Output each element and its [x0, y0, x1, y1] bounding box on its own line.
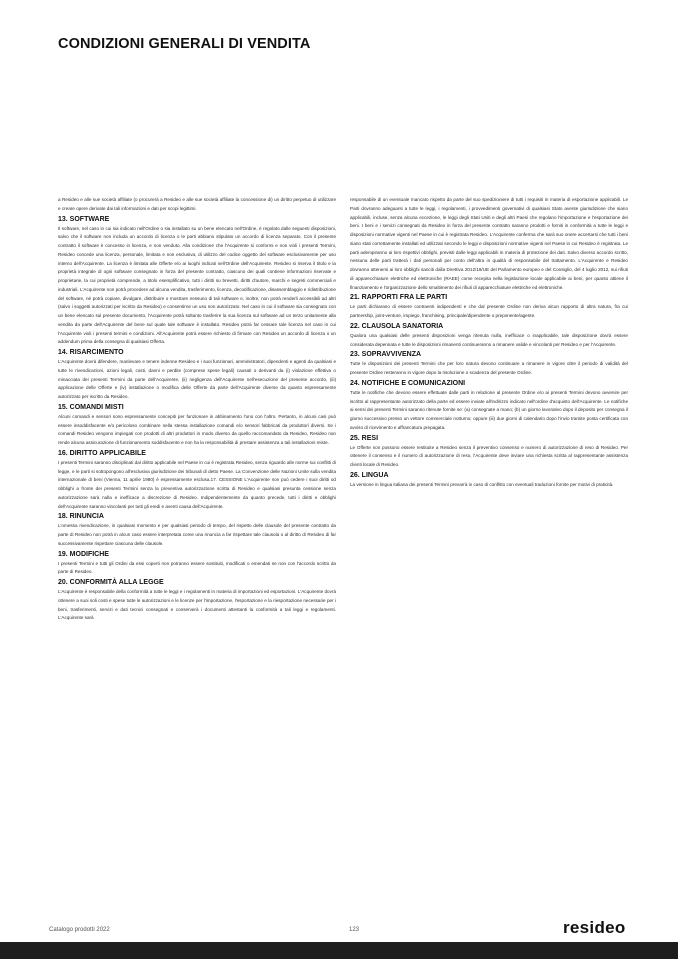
section-heading: 24. NOTIFICHE E COMUNICAZIONI	[350, 379, 466, 387]
section-paragraph: L'Acquirente dovrà difendere, manlevare e tenere indenne Resideo e i suoi funzionari, amministratori, dipendenti e agenti da qualsiasi e tutte le rivendicazioni, azioni legali, costi, danni e perdite (comprese spese legali) causati o derivanti da (i) violazione effettiva o minacciata dei presenti Termini da parte dell'Acquirente, (ii) negligenza dell'Acquirente nell'esecuzione del presente accordo, (iii) applicazione delle Offerte e (iv) installazione o modifica delle Offerte da parte dell'Acquirente diverse da quanto espressamente autorizzato per iscritto da Resideo.	[58, 359, 336, 399]
section-paragraph: Tutte le disposizioni dei presenti Termini che per loro natura devono continuare a rimanere in vigore oltre il periodo di validità del presente Ordine resteranno in vigore dopo la risoluzione o scadenza del presente Ordine.	[350, 361, 628, 375]
terms-column-left	[58, 196, 336, 623]
page-title: CONDIZIONI GENERALI DI VENDITA	[58, 36, 311, 52]
section-paragraph: I presenti Termini e tutti gli Ordini da essi coperti non potranno essere sostituiti, modificati o emendati se non con l'accordo scritto da parte di Resideo.	[58, 560, 336, 575]
section-heading: 26. LINGUA	[350, 471, 389, 479]
section-paragraph: La versione in lingua italiana dei presenti Termini prevarrà in caso di conflitto con eventuali traduzioni fornite per motivi di praticità.	[350, 481, 614, 487]
section-paragraph: L'omessa rivendicazione, in qualsiasi momento e per qualsiasi periodo di tempo, del rispetto delle clausole del presente contratto da parte di Resideo non potrà in alcun caso essere interpretata come una rinuncia a far rispettare tale clausola o al diritto di Resideo di far successivamente rispettare ciascuna delle clausole.	[58, 523, 336, 546]
catalog-label: Catalogo prodotti 2022	[49, 927, 110, 933]
section-heading: 20. CONFORMITÀ ALLA LEGGE	[58, 579, 164, 586]
section-heading: 22. CLAUSOLA SANATORIA	[350, 322, 444, 330]
section-paragraph: a Resideo e alle sue società affiliate (o procurerà a Resideo e alle sue società affiliate la concessione di) un diritto perpetuo di utilizzare e creare opere derivate dai tali informazioni e dati per scopi legittimi.	[58, 197, 336, 211]
section-paragraph: responsabile di un eventuale mancato rispetto da parte del suo spedizioniere di tutti i requisiti in materia di esportazione applicabili. Le Parti dovranno adeguarsi a tutte le leggi, i regolamenti, i provvedimenti governativi di qualsiasi Stato avente giurisdizione che siano applicabili, incluse, senza alcuna eccezione, le leggi degli Stati Uniti e degli altri Paesi che regolano l'importazione e l'esportazione dei beni. I beni e i servizi consegnati da Resideo in forza del presente contratto saranno prodotti e forniti in conformità a tutte le leggi e disposizioni normative vigenti nel Paese in cui è registrata Resideo. L'Acquirente conferma che sarà suo onere accertarsi che tutti i beni siano stati correttamente installati ed utilizzati secondo le leggi e disposizioni normative vigenti nel Paese in cui Resideo è registrata. Le parti adempiranno ai loro rispettivi obblighi, previsti dalle leggi applicabili in materia di protezione dei dati. Salvo diverso accordo scritto, nessuna delle parti tratterà i dati personali per conto dell'altra in qualità di responsabile del trattamento. L'Acquirente e Resideo dovranno attenersi ai loro obblighi sanciti dalla Direttiva 2012/19/UE del Parlamento europeo e del Consiglio, del 4 luglio 2012, sui rifiuti di apparecchiature elettriche ed elettroniche (RAEE) come recepita nella legislazione locale applicabile ai beni, per quanto attiene il finanziamento e l'organizzazione dello smaltimento dei rifiuti di apparecchiature elettriche ed elettroniche.	[350, 197, 628, 290]
bottom-bar	[0, 942, 678, 959]
terms-column-right	[350, 196, 628, 490]
section-heading: 16. DIRITTO APPLICABILE	[58, 449, 146, 457]
section-paragraph: Tutte le notifiche che devono essere effettuate dalle parti in relazione al presente Ordine e/o ai presenti Termini devono avvenire per iscritto al rappresentante autorizzato della parte ed essere inviate all'indirizzo indicato nell'ordine d'acquisto dell'Acquirente. Le notifiche ai sensi dei presenti Termini saranno ritenute fornite se: (a) consegnate a mano; (b) un giorno lavorativo dopo il deposito per consegna il giorno successivo presso un vettore commerciale notturno; oppure (iii) due giorni di calendario dopo l'invio tramite posta certificata con avviso di ricevimento e affrancatura prepagata.	[350, 389, 628, 430]
section-paragraph: Le parti dichiarano di essere contraenti indipendenti e che dal presente Ordine non deriva alcun rapporto di altra natura, fra cui partnership, joint-venture, impiego, franchising, principale/dipendente o preponente/agente.	[350, 304, 628, 318]
resideo-logo: resideo	[563, 918, 626, 937]
section-paragraph: Alcuni comandi e sensori sono espressamente concepiti per funzionare in abbinamento l'uno con l'altro. Pertanto, in alcuni casi può essere insoddisfacente e/o pericoloso combinare nella stessa installazione comandi e/o sensori fabbricati da produttori diversi. Se i comandi Resideo vengono impiegati con prodotti di altri produttori in modo diverso da quello raccomandato da Resideo, Resideo non rende alcuna assicurazione di funzionamento soddisfacente e non ha la responsabilità di prestare assistenza a tali installazioni miste.	[58, 413, 336, 445]
section-paragraph: Il software, nel caso in cui sia indicato nell'Ordine o sia installato su un bene elencato nell'Ordine, è regolato dalle seguenti disposizioni, salvo che il software non includa un accordo di licenza o le parti abbiano stipulato un accordo di licenza separato. Con il presente contratto il software è concesso in licenza, e non venduto. Alla condizione che l'Acquirente si conformi e non violi i presenti Termini, Resideo concede una licenza, personale, limitata e non esclusiva, di utilizzo del codice oggetto del software esclusivamente per uso interno dell'Acquirente. La licenza è limitata alle Offerte e/o ai luoghi indicati nell'Ordine dell'Acquirente. Resideo si riserva il titolo e la proprietà integrale di ogni software consegnato in forza del presente contratto, ciascuno dei quali contiene informazioni riservate e proprietarie, la cui proprietà comprende, a titolo esemplificativo, tutti i diritti su brevetti, diritti d'autore, marchi e segreti commerciali e industriali. L'Acquirente non potrà procedere ad alcuna vendita, trasferimento, licenza, decodificazione, disassemblaggio e ridistribuzione del software, né potrà copiare, divulgare, distribuire o mostrare nessuno di tali software e, inoltre, non potrà renderli accessibili ad altri (salvo i soggetti autorizzati per iscritto da Resideo) e consentirne un uso non autorizzato. Nel caso in cui il software sia consegnato con un bene elencato sul presente documento, l'Acquirente potrà soltanto trasferire la sua licenza sul software ad un terzo unitamente alla vendita da parte dell'Acquirente del bene sul quale tale software è installato. Resideo potrà far cessare tale licenza nel caso in cui l'Acquirente violi i presenti termini e condizioni. All'Acquirente potrà essere richiesto di firmare con Resideo un accordo di licenza o un addendum prima della consegna di qualsiasi Offerta.	[58, 225, 336, 345]
section-heading: 13. SOFTWARE	[58, 215, 110, 223]
section-heading: 18. RINUNCIA	[58, 513, 104, 521]
section-heading: 14. RISARCIMENTO	[58, 349, 124, 356]
section-heading: 23. SOPRAVVIVENZA	[350, 351, 422, 359]
section-heading: 19. MODIFICHE	[58, 550, 109, 558]
section-paragraph: Qualora una qualsiasi delle presenti disposizioni venga ritenuta nulla, inefficace o inapplicabile, tale disposizione dovrà essere considerata depennata e tutte le disposizioni rimanenti continueranno a rimanere valide e vincolanti per Resideo e per l'Acquirente.	[350, 332, 628, 347]
section-heading: 21. RAPPORTI FRA LE PARTI	[350, 294, 448, 302]
section-paragraph: L'Acquirente è responsabile della conformità a tutte le leggi e i regolamenti in materia di importazioni ed esportazioni. L'Acquirente dovrà ottenere a suoi soli costi e spese tutte le autorizzazioni e le licenze per l'importazione, l'esportazione e la riesportazione necessarie per i beni, trasferimenti, servizi e dati tecnici consegnati e conserverà i documenti attestanti la conformità a tali leggi e regolamenti. L'Acquirente sarà	[58, 589, 336, 621]
page-number: 123	[349, 927, 360, 933]
section-heading: 25. RESI	[350, 434, 379, 442]
section-heading: 15. COMANDI MISTI	[58, 403, 124, 411]
section-paragraph: I presenti Termini saranno disciplinati dal diritto applicabile nel Paese in cui è registrata Resideo, senza riguardo alle norme sui conflitti di legge, e le parti si sottopongono all'esclusiva giurisdizione dei tribunali di detto Paese. La Convenzione delle Nazioni Unite sulla vendita internazionale di beni (Vienna, 11 aprile 1980) è espressamente esclusa.17. CESSIONE L'Acquirente non può cedere i suoi diritti od obblighi a fronte dei presenti Termini senza la preventiva autorizzazione scritta di Resideo e qualsiasi presunta cessione senza autorizzazione sarà nulla e inefficace a discrezione di Resideo. Indipendentemente da quanto precede, tutti i diritti e obblighi dell'Acquirente saranno vincolanti per tutti gli eredi e aventi causa dell'Acquirente.	[58, 459, 336, 509]
section-paragraph: Le Offerte non possono essere restituite a Resideo senza il preventivo consenso e numero di autorizzazione di reso di Resideo. Per ottenere il consenso e il numero di autorizzazione di reso, l'Acquirente deve inviare una richiesta scritta al rappresentante assistenza clienti locale di Resideo.	[350, 444, 628, 467]
